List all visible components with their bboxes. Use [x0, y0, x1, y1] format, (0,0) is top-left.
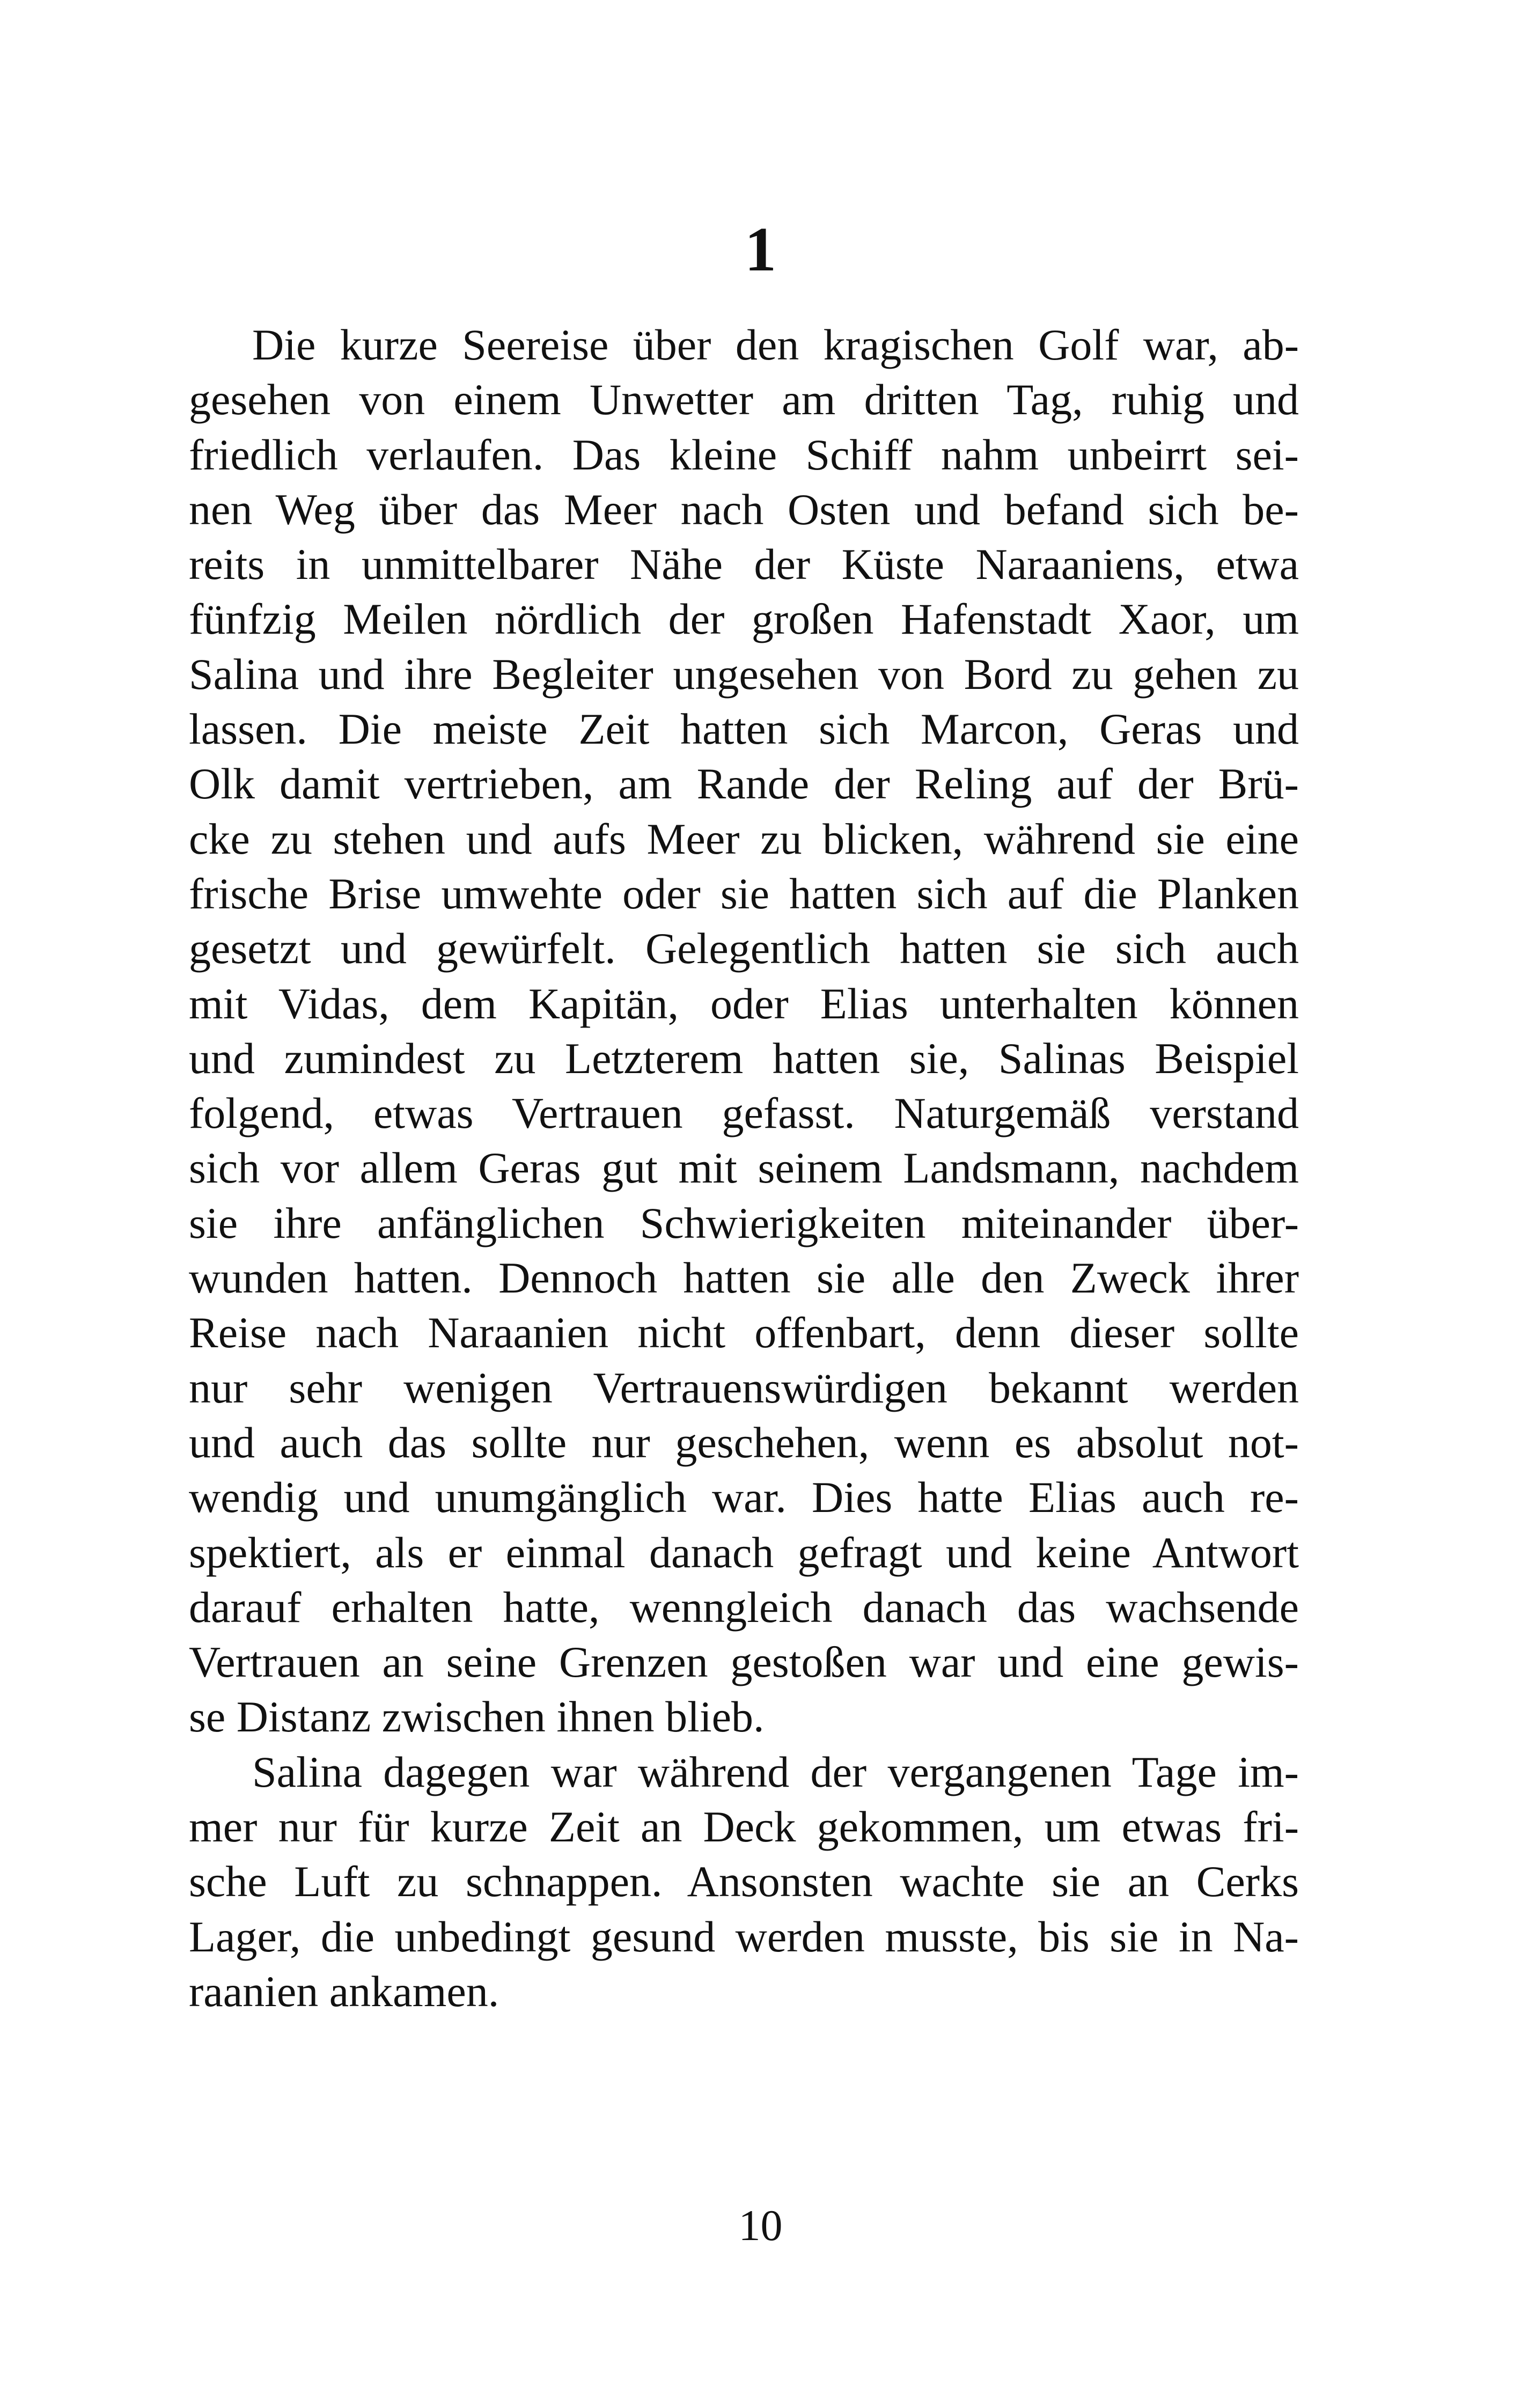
text-line: wendig und unumgänglich war. Dies hatte Elias auch re- — [189, 1473, 1299, 1522]
text-line: raanien ankamen. — [189, 1966, 499, 2016]
text-line: nur sehr wenigen Vertrauenswürdigen bekannt werden — [189, 1363, 1299, 1412]
text-line: gesehen von einem Unwetter am dritten Tag, ruhig und — [189, 375, 1299, 424]
text-line: Salina und ihre Begleiter ungesehen von Bord zu gehen zu — [189, 649, 1299, 699]
text-line: Reise nach Naraanien nicht offenbart, denn dieser sollte — [189, 1308, 1299, 1357]
text-line: sich vor allem Geras gut mit seinem Landsmann, nachdem — [189, 1143, 1299, 1193]
text-line: frische Brise umwehte oder sie hatten sich auf die Planken — [189, 869, 1299, 918]
text-line: lassen. Die meiste Zeit hatten sich Marcon, Geras und — [189, 704, 1299, 754]
text-line: Olk damit vertrieben, am Rande der Reling auf der Brü- — [189, 759, 1299, 809]
text-line: mit Vidas, dem Kapitän, oder Elias unterhalten können — [189, 979, 1299, 1028]
text-line: Vertrauen an seine Grenzen gestoßen war und eine gewis- — [189, 1638, 1299, 1687]
page-number: 10 — [738, 2201, 783, 2250]
text-line: und zumindest zu Letzterem hatten sie, Salinas Beispiel — [189, 1033, 1299, 1083]
text-line: darauf erhalten hatte, wenngleich danach das wachsende — [189, 1582, 1299, 1632]
text-line: nen Weg über das Meer nach Osten und befand sich be- — [189, 484, 1299, 534]
text-line: spektiert, als er einmal danach gefragt und keine Antwort — [189, 1528, 1299, 1577]
text-line: wunden hatten. Dennoch hatten sie alle den Zweck ihrer — [189, 1253, 1299, 1303]
text-line: Die kurze Seereise über den kragischen Golf war, ab- — [252, 320, 1299, 369]
body-text — [189, 318, 1299, 2019]
text-line: sie ihre anfänglichen Schwierigkeiten miteinander über- — [189, 1198, 1299, 1247]
text-line: se Distanz zwischen ihnen blieb. — [189, 1692, 765, 1742]
text-line: friedlich verlaufen. Das kleine Schiff nahm unbeirrt sei- — [189, 430, 1299, 479]
text-line: reits in unmittelbarer Nähe der Küste Naraaniens, etwa — [189, 540, 1299, 589]
text-line: sche Luft zu schnappen. Ansonsten wachte sie an Cerks — [189, 1857, 1299, 1906]
text-line: folgend, etwas Vertrauen gefasst. Naturgemäß verstand — [189, 1089, 1299, 1138]
text-line: cke zu stehen und aufs Meer zu blicken, während sie eine — [189, 814, 1299, 863]
text-line: Lager, die unbedingt gesund werden musste, bis sie in Na- — [189, 1912, 1299, 1961]
text-line: Salina dagegen war während der vergangenen Tage im- — [252, 1747, 1299, 1796]
text-line: fünfzig Meilen nördlich der großen Hafenstadt Xaor, um — [189, 594, 1299, 644]
text-line: gesetzt und gewürfelt. Gelegentlich hatten sie sich auch — [189, 924, 1299, 973]
chapter-number: 1 — [745, 214, 776, 284]
text-line: und auch das sollte nur geschehen, wenn es absolut not- — [189, 1418, 1299, 1467]
text-line: mer nur für kurze Zeit an Deck gekommen, um etwas fri- — [189, 1802, 1299, 1852]
